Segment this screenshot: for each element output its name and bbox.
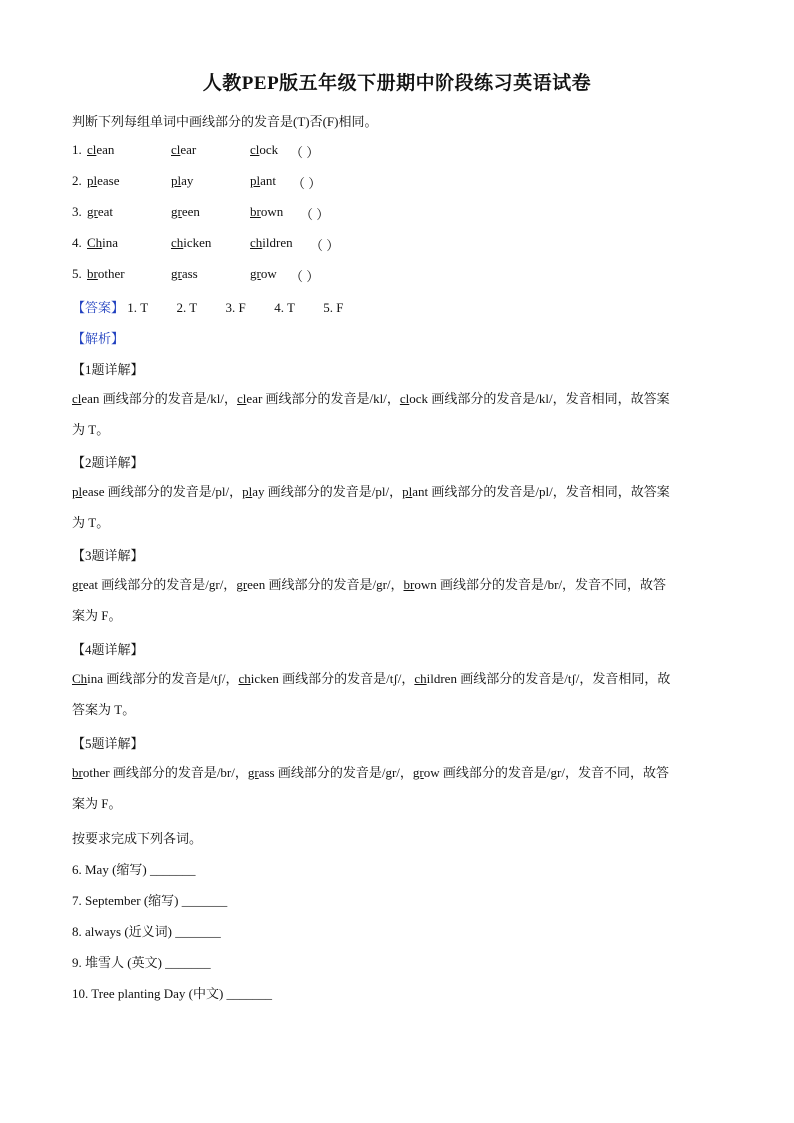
word-3 [250,235,293,251]
word-3-rest: ildren [262,235,293,250]
word-1-rest: ina [102,235,119,250]
answer-parentheses: （ ） [290,269,320,284]
answer-parentheses: （ ） [292,176,322,191]
answer-label: 【答案】 [72,300,125,315]
detail-heading: 【5题详解】 [72,736,144,751]
detail-word-rest: ean [81,391,100,406]
detail-heading: 【3题详解】 [72,548,144,563]
detail-word [237,391,262,406]
word-1 [87,235,118,251]
answer-3: 3. F [225,300,246,315]
word-1-rest: eat [97,204,113,219]
word-1-underlined: Ch [87,235,103,250]
detail-paragraph [72,569,722,631]
detail-word [402,484,428,499]
detail-word-rest: ease [82,484,105,499]
detail-word-rest: ildren [426,671,457,686]
answer-parentheses: （ ） [290,145,320,160]
detail-word-underlined: gr [236,577,248,592]
detail-text: 画线部分的发音是/kl/，发音相同，故答案 [428,391,670,406]
detail-text: 画线部分的发音是/tʃ/， [278,671,415,686]
detail-word-rest: icken [250,671,279,686]
word-3-underlined: cl [250,142,260,157]
word-2-rest: ass [181,266,198,281]
detail-word-underlined: gr [72,577,83,592]
word-1-underlined: br [87,266,98,281]
word-2-underlined: gr [171,266,182,281]
word-2 [171,266,198,282]
detail-word [72,484,105,499]
detail-text: 画线部分的发音是/gr/， [98,577,237,592]
detail-conclusion: 答案为 T。 [72,702,136,717]
detail-word [72,671,103,686]
fill-item-8: 8. always (近义词) _______ [72,924,221,939]
word-1 [87,142,114,158]
detail-text: 画线部分的发音是/kl/， [262,391,400,406]
word-3-underlined: pl [250,173,261,188]
word-2-rest: ear [180,142,197,157]
fill-item-7: 7. September (缩写) _______ [72,893,228,908]
word-2-rest: ay [181,173,194,188]
section2-instruction: 按要求完成下列各词。 [72,831,203,846]
question-number: 4. [72,235,82,250]
detail-word-rest: ina [87,671,104,686]
word-1-underlined: gr [87,204,98,219]
answer-1: 1. T [127,300,148,315]
detail-word-rest: other [82,765,110,780]
detail-paragraph [72,383,722,445]
detail-word-underlined: ch [238,671,251,686]
detail-word [236,577,265,592]
detail-word-rest: ear [246,391,263,406]
word-3-rest: ow [260,266,277,281]
answer-row [72,297,343,316]
word-2 [171,204,200,220]
word-2 [171,235,211,251]
answer-4: 4. T [274,300,295,315]
detail-word [242,484,264,499]
detail-text: 画线部分的发音是/pl/， [264,484,403,499]
detail-word [72,391,99,406]
word-1 [87,204,113,220]
word-1-underlined: cl [87,142,97,157]
detail-word-rest: own [414,577,437,592]
detail-conclusion: 案为 F。 [72,608,122,623]
word-3-rest: own [260,204,284,219]
question-number: 1. [72,142,82,157]
detail-conclusion: 案为 F。 [72,796,122,811]
word-1 [87,173,120,189]
page-title: 人教PEP版五年级下册期中阶段练习英语试卷 [202,73,592,94]
detail-text: 画线部分的发音是/gr/， [265,577,404,592]
detail-word-underlined: cl [399,391,410,406]
detail-word-underlined: pl [72,484,83,499]
detail-text: 画线部分的发音是/pl/，发音相同，故答案 [428,484,670,499]
detail-word-underlined: Ch [72,671,88,686]
word-2 [171,142,196,158]
detail-word-rest: ant [412,484,429,499]
question-number: 3. [72,204,82,219]
detail-heading: 【2题详解】 [72,455,144,470]
detail-word-rest: ay [252,484,265,499]
detail-word-rest: een [247,577,266,592]
word-3 [250,173,276,189]
detail-word-underlined: br [72,765,83,780]
word-3 [250,142,278,158]
analysis-label: 【解析】 [72,331,125,346]
word-1-rest: ean [96,142,115,157]
word-3 [250,204,283,220]
detail-text: 画线部分的发音是/tʃ/， [103,671,239,686]
detail-word-underlined: br [403,577,415,592]
detail-word-underlined: pl [242,484,253,499]
word-1-rest: other [97,266,125,281]
detail-paragraph [72,757,722,819]
detail-word-rest: eat [82,577,98,592]
word-2-underlined: pl [171,173,182,188]
detail-text: 画线部分的发音是/kl/， [99,391,238,406]
word-3-underlined: gr [250,266,261,281]
detail-word-underlined: cl [237,391,247,406]
detail-text: 画线部分的发音是/gr/， [274,765,413,780]
fill-item-10: 10. Tree planting Day (中文) _______ [72,986,273,1001]
detail-conclusion: 为 T。 [72,422,110,437]
detail-word-rest: ock [409,391,429,406]
detail-word-rest: ow [423,765,440,780]
detail-word-underlined: ch [414,671,427,686]
detail-text: 画线部分的发音是/gr/，发音不同，故答 [439,765,669,780]
detail-word [238,671,278,686]
detail-word-rest: ass [258,765,275,780]
detail-word [414,671,457,686]
detail-word-underlined: cl [72,391,82,406]
detail-word [404,577,437,592]
detail-word [400,391,428,406]
answer-parentheses: （ ） [310,238,340,253]
detail-heading: 【4题详解】 [72,642,144,657]
detail-heading: 【1题详解】 [72,362,144,377]
answer-parentheses: （ ） [300,207,330,222]
word-3-rest: ock [259,142,279,157]
detail-text: 画线部分的发音是/tʃ/，发音相同，故 [456,671,671,686]
question-number: 5. [72,266,82,281]
section1-instruction: 判断下列每组单词中画线部分的发音是(T)否(F)相同。 [72,114,378,129]
word-3-rest: ant [260,173,277,188]
word-1-underlined: pl [87,173,98,188]
detail-text: 画线部分的发音是/pl/， [104,484,243,499]
word-2-rest: icken [183,235,212,250]
word-3-underlined: ch [250,235,263,250]
detail-word-underlined: gr [247,765,259,780]
word-1-rest: ease [97,173,120,188]
detail-text: 画线部分的发音是/br/，发音不同，故答 [436,577,667,592]
answer-2: 2. T [176,300,197,315]
word-3-underlined: br [250,204,261,219]
word-2-rest: een [181,204,200,219]
detail-text: 画线部分的发音是/br/， [109,765,248,780]
fill-item-6: 6. May (缩写) _______ [72,862,196,877]
question-number: 2. [72,173,82,188]
detail-word [72,765,110,780]
word-2 [171,173,193,189]
detail-word-underlined: gr [412,765,424,780]
detail-paragraph [72,476,722,538]
word-2-underlined: cl [171,142,181,157]
detail-paragraph [72,663,722,725]
word-3 [250,266,277,282]
detail-word [248,765,275,780]
word-2-underlined: gr [171,204,182,219]
detail-word [72,577,98,592]
word-2-underlined: ch [171,235,184,250]
detail-word-underlined: pl [402,484,413,499]
word-1 [87,266,125,282]
answer-5: 5. F [323,300,344,315]
detail-conclusion: 为 T。 [72,515,110,530]
detail-word [413,765,440,780]
fill-item-9: 9. 堆雪人 (英文) _______ [72,955,211,970]
